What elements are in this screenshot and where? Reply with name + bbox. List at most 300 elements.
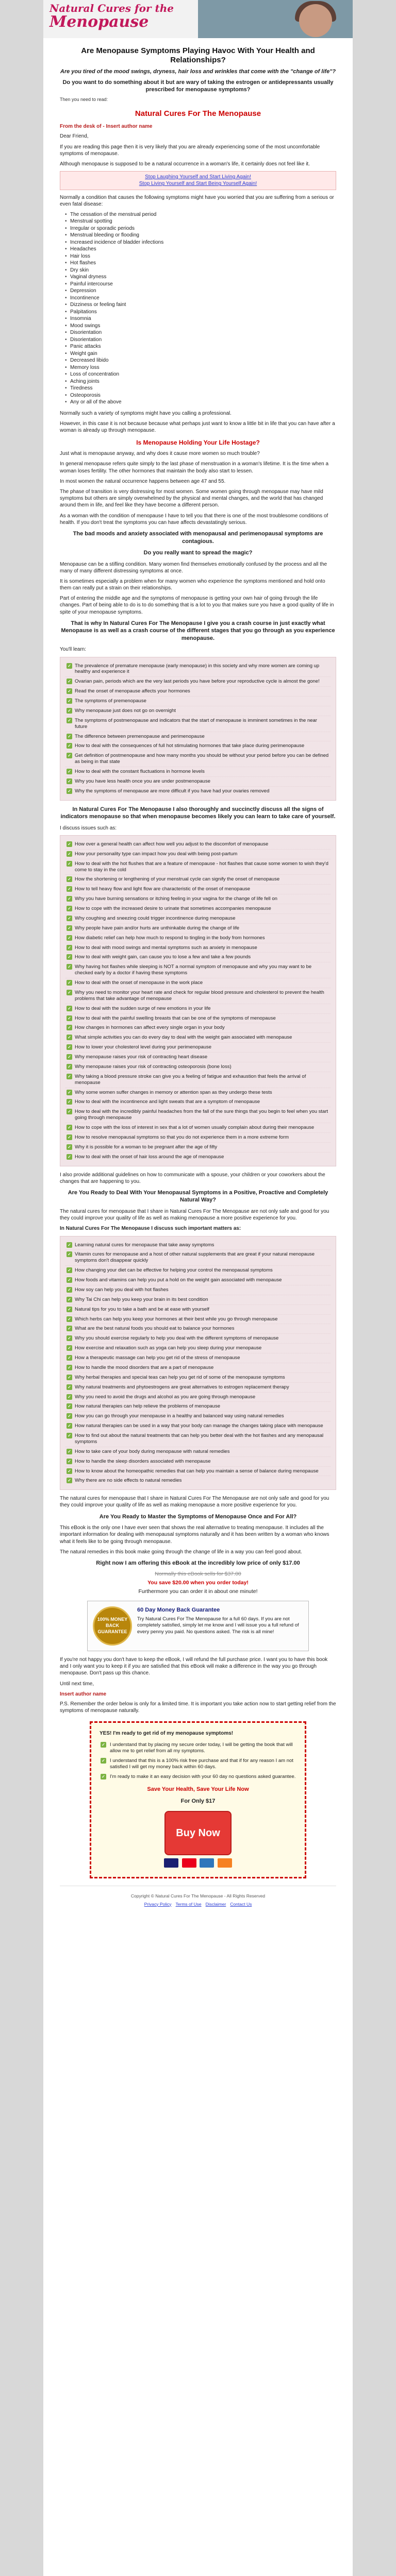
check-icon: ✓ [67,1015,72,1021]
list-item-text: Why coughing and sneezing could trigger incontinence during menopause [75,915,236,921]
list-item-text: How to take care of your body during menopause with natural remedies [75,1448,230,1454]
list-item-text: Why you have less health once you are under postmenopause [75,778,210,784]
list-item [65,1295,331,1305]
list-item-text: How to deal with the incredibly painful headaches from the fall of the sure things that you begin to feel when you start going through menopause [75,1109,328,1121]
list-item-text: How to handle the sleep disorders associated with menopause [75,1458,211,1464]
check-icon: ✓ [67,1433,72,1438]
savings-line [60,1580,336,1587]
check-icon: ✓ [67,1242,72,1248]
list-item [65,1266,331,1276]
list-item-text: Why there are no side effects to natural remedies [75,1478,182,1484]
list-item [65,1043,331,1053]
footer-link[interactable]: Contact Us [230,1901,252,1907]
page-footer [60,1886,336,1910]
symptom-list-item: • Irregular or sporadic periods [64,225,336,232]
footer-copyright: Copyright © Natural Cures For The Menopause - All Rights Reserved [130,1893,266,1899]
check-icon: ✓ [67,1297,72,1302]
list-item-text: Why the symptoms of menopause are more difficult if you have had your ovaries removed [75,788,270,794]
check-icon: ✓ [67,1326,72,1331]
list-item-text: How changes in hormones can affect every single organ in your body [75,1025,225,1031]
list-item-text: How changing your diet can be effective for helping your control the menopausal symptoms [75,1267,273,1274]
list-item-text: How soy can help you deal with hot flashes [75,1286,169,1293]
symptom-list-item: • Any or all of the above [64,399,336,406]
list-item-text: How a therapeutic massage can help you get rid of the stress of menopause [75,1355,240,1361]
offer-heading: Are You Ready to Master the Symptoms of Menopause Once and For All? [99,1513,297,1520]
list-item [65,1421,331,1431]
check-icon: ✓ [67,1365,72,1370]
order-box-row-text: I'm ready to make it an easy decision with your 60 day no questions asked guarantee. [110,1773,296,1780]
section2-heading: Is Menopause Holding Your Life Hostage? [136,439,260,447]
section4-box-heading: In Natural Cures For The Menopause I discuss such important matters as: [60,1226,241,1232]
list-item-text: Why menopause just does not go on overnight [75,707,176,714]
header-photo-face [299,4,332,37]
list-item-text: How to resolve menopausal symptoms so that you do not experience them in a more extreme form [75,1134,289,1140]
symptom-list-item: • Hair loss [64,253,336,260]
check-icon: ✓ [67,1144,72,1150]
order-box-row [100,1740,296,1756]
highlight-link-1[interactable]: Stop Laughing Yourself and Start Living Again! [145,174,251,180]
check-icon: ✓ [67,1090,72,1095]
check-icon: ✓ [67,954,72,960]
section2-paragraph-8: Part of entering the middle age and the symptoms of menopause is getting your own hair of going through the life changes. Part of being able to do is to do something that is a lot to you that makes sure you have a good quality of life in spite of your menopause symptoms. [60,596,334,615]
symptom-list-item: • The cessation of the menstrual period [64,211,336,218]
section2-paragraph-5: As a woman with the condition of menopause I have to tell you that there is one of the most troublesome conditions of health. If you don't treat the symptoms you can have affects devastatingly serious. [60,513,328,526]
list-item [65,662,331,677]
order-price-line: For Only $17 [180,1798,216,1804]
offer-paragraph-1: This eBook is the only one I have ever seen that shows the real alternative to treating menopause. It includes all the important information for dealing with menopausal symptoms naturally and it has been written by a woman who knows what it feels like to be going through menopause. [60,1525,329,1545]
list-item-text: Why menopause raises your risk of contracting osteoporosis (bone loss) [75,1063,232,1070]
list-item [65,1373,331,1383]
symptom-list-item: • Tiredness [64,385,336,392]
list-item-text: Learning natural cures for menopause that take away symptoms [75,1242,214,1248]
check-icon: ✓ [67,1074,72,1079]
symptom-list-item: • Panic attacks [64,343,336,350]
list-item [65,1062,331,1072]
list-item-text: The symptoms of premenopause [75,698,146,704]
list-item-text: Read the onset of menopause affects your hormones [75,688,190,694]
check-icon: ✓ [67,841,72,847]
list-item [65,1153,331,1162]
intro-paragraph-2: Although menopause is supposed to be a natural occurrence in a woman's life, it certainly does not feel like it. [60,161,310,167]
greeting: Dear Friend, [60,133,89,140]
list-item-text: How natural therapies can be used in a way that your body can manage the changes taking place with menopause [75,1423,323,1429]
section2-paragraph-4: The phase of transition is very distressing for most women. Some women going through menopause may have mild symptoms but others are simply overwhelmed by the physical and mental changes, and the world that has changed around them in life, and feel like they have become a different person. [60,489,323,509]
section2-learn-intro: You'll learn: [60,647,87,653]
list-item [65,1467,331,1477]
list-item-text: How over a general health can affect how well you adjust to the discomfort of menopause [75,841,269,847]
list-item-text: Vitamin cures for menopause and a host of other natural supplements that are great if your natural menopause symptoms don't disappear quickly [75,1251,315,1264]
list-item [65,767,331,777]
check-icon: ✓ [67,964,72,970]
order-box-row [100,1772,296,1782]
section3-paragraph-1: I also provide additional guidelines on how to communicate with a spouse, your children or your coworkers about the changes that are happening to you. [60,1172,325,1184]
sales-page [43,0,353,2576]
section2-paragraph-7: It is sometimes especially a problem when for many women who experience the symptoms mentioned and hold onto them can really put a strain on their relationships. [60,578,325,591]
check-icon: ✓ [67,1403,72,1409]
list-item-text: Why taking a blood pressure stroke can give you a feeling of fatigue and exhaustion that feels the arrival of menopause [75,1073,306,1086]
check-icon: ✓ [67,980,72,986]
list-item-text: Why Tai Chi can help you keep your brain in its best condition [75,1296,208,1302]
highlight-link-2[interactable]: Stop Living Yourself and Start Being Yourself Again! [139,181,257,187]
check-icon: ✓ [67,1035,72,1040]
check-icon: ✓ [67,861,72,867]
check-icon: ✓ [67,1287,72,1293]
symptom-list-item: • Incontinence [64,295,336,302]
list-item-text: How natural therapies can help relieve the problems of menopause [75,1403,220,1410]
list-item-text: Why natural treatments and phytoestrogens are great alternatives to estrogen replacement therapy [75,1384,289,1390]
check-icon: ✓ [67,778,72,784]
check-icon: ✓ [67,718,72,723]
section2-paragraph-3: In most women the natural occurrence happens between age 47 and 55. [60,478,226,484]
guarantee-title: 60 Day Money Back Guarantee [137,1607,220,1613]
list-item [65,1447,331,1457]
list-item-text: The difference between premenopause and perimenopause [75,733,205,739]
check-icon: ✓ [67,1154,72,1160]
footer-link[interactable]: Privacy Policy [144,1901,172,1907]
check-icon: ✓ [67,708,72,714]
section4-paragraph-1: The natural cures for menopause that I share in Natural Cures For The Menopause are not only safe and good for you they could improve your quality of life as well as making menopause a more positive experience for you. [60,1208,329,1222]
guarantee-text: Try Natural Cures For The Menopause for a full 60 days. If you are not completely satisfied, simply let me know and I will issue you a full refund of every penny you paid. No questions asked. The risk is all mine! [137,1616,299,1635]
check-icon: ✓ [67,1394,72,1400]
list-item [65,1053,331,1062]
product-title: Natural Cures For The Menopause [135,109,261,118]
symptom-list-item: • Painful intercourse [64,281,336,288]
symptom-list-item: • Memory loss [64,364,336,371]
postscript: P.S. Remember the order below is only for a limited time. It is important you take action now to start getting relief from the symptoms of menopause naturally. [60,1701,336,1714]
check-icon: ✓ [67,1267,72,1273]
list-item [65,687,331,697]
check-icon: ✓ [67,1134,72,1140]
list-item [65,1402,331,1412]
list-item [65,716,331,732]
normal-price-text: Normally this eBook sells for $37.00 [155,1571,241,1578]
check-icon: ✓ [67,788,72,794]
lead-question-1: Are you tired of the mood swings, dryness, hair loss and wrinkles that come with the "change of life"? [60,69,336,75]
order-box [90,1721,306,1878]
list-item-text: How to tell heavy flow and light flow are characteristic of the onset of menopause [75,886,251,892]
footer-link[interactable]: Disclaimer [205,1901,226,1907]
check-icon: ✓ [101,1742,106,1748]
check-icon: ✓ [67,906,72,911]
check-icon: ✓ [67,876,72,882]
list-item-text: The symptoms of postmenopause and indicators that the start of menopause is imminent sometimes in the near future [75,717,317,730]
check-icon: ✓ [67,851,72,857]
symptom-list-item: • Menstrual spotting [64,218,336,225]
symptom-list-item: • Decreased libido [64,357,336,364]
list-item [65,859,331,875]
check-icon: ✓ [101,1774,106,1780]
check-icon: ✓ [67,1449,72,1454]
list-item [65,1023,331,1033]
list-item-text: How to handle the mood disorders that are a part of menopause [75,1364,214,1370]
list-item [65,677,331,687]
list-item-text: How to cope with the increased desire to urinate that sometimes accompanies menopause [75,906,271,912]
list-item [65,1014,331,1024]
visa-card-icon [164,1858,178,1868]
order-box-row [100,1756,296,1772]
section3-discover-intro: I discuss issues such as: [60,825,117,831]
section2-subheading-2: Do you really want to spread the magic? [143,550,253,556]
list-item-text: How your personality type can impact how you deal with being post-partum [75,851,238,857]
check-icon: ✓ [67,698,72,704]
buy-now-button[interactable]: Buy Now [164,1811,232,1855]
list-item [65,904,331,914]
section2-paragraph-1: Just what is menopause anyway, and why does it cause more women so much trouble? [60,451,260,457]
list-item [65,1097,331,1107]
list-item [65,1363,331,1373]
list-item-text: The prevalence of premature menopause (early menopause) in this society and why more women are coming up healthy and experience it [75,663,320,675]
check-icon: ✓ [67,1375,72,1380]
site-title [50,3,174,30]
offer-paragraph-2: The natural remedies in this book make going through the change of life in a way you can feel good about. [60,1549,302,1555]
list-item-text: Why herbal therapies and special teas can help you get rid of some of the menopause symptoms [75,1374,285,1380]
list-item-text: How to deal with weight gain, can cause you to lose a few and take a few pounds [75,954,251,960]
list-item-text: How to know about the homeopathic remedies that can help you maintain a sense of balance during menopause [75,1468,319,1474]
symptom-list-item: • Osteoporosis [64,392,336,399]
savings-text: You save $20.00 when you order today! [147,1580,249,1586]
section2-paragraph-2: In general menopause refers quite simply to the last phase of menstruation in a woman's lifetime. It is the time when a woman loses fertility. The other hormones that maintain the body also start to lessen. [60,461,329,474]
check-icon: ✓ [67,945,72,951]
footer-links [60,1902,336,1907]
list-item [65,1143,331,1153]
list-item [65,1344,331,1353]
symptom-list-item: • Weight gain [64,350,336,358]
guarantee-seal-icon: 100% MONEY BACK GUARANTEE [93,1606,132,1646]
list-item [65,706,331,716]
section2-box-heading: That is why In Natural Cures For The Menopause I give you a crash course in just exactly what Menopause is as well as a crash course of the different stages that you go through as you experience menopause. [61,620,335,641]
intro-paragraph-1: If you are reading this page then it is very likely that you are already experiencing some of the most uncomfortable symptoms of menopause. [60,144,320,157]
list-item [65,962,331,978]
list-item [65,1315,331,1325]
check-icon: ✓ [67,1459,72,1464]
check-icon: ✓ [67,990,72,995]
list-item-text: Why some women suffer changes in memory or attention span as they undergo these tests [75,1089,272,1095]
check-icon: ✓ [67,1478,72,1483]
section2-paragraph-6: Menopause can be a stifling condition. Many women find themselves emotionally confused by the process and all the many of many different distressing symptoms at once. [60,561,327,574]
list-item [65,914,331,924]
list-item [65,1431,331,1447]
check-icon: ✓ [67,679,72,684]
list-item-text: How to deal with the sudden surge of new emotions in your life [75,1005,211,1011]
amex-card-icon [200,1858,214,1868]
list-item [65,943,331,953]
symptom-list-item: • Depression [64,287,336,295]
check-icon: ✓ [67,688,72,694]
highlight-link-box [60,171,336,190]
discover-card-icon [218,1858,232,1868]
symptom-list-item: • Dry skin [64,267,336,274]
list-item-text: How exercise and relaxation such as yoga can help you sleep during your menopause [75,1345,262,1351]
symptom-list-item: • Dizziness or feeling faint [64,301,336,309]
list-item-text: How to deal with the consequences of full hot stimulating hormones that take place during perimenopause [75,743,305,749]
order-box-row-text: I understand that by placing my secure order today, I will be getting the book that will allow me to get relief from all my symptoms. [110,1741,293,1754]
order-note: Furthermore you can order it in about one minute! [138,1588,258,1595]
check-icon: ✓ [67,1025,72,1030]
check-icon: ✓ [67,1468,72,1474]
list-item [65,875,331,885]
check-icon: ✓ [67,1099,72,1105]
list-item [65,1123,331,1133]
list-item-text: Why you need to avoid the drugs and alcohol as you are going through menopause [75,1394,256,1400]
footer-link[interactable]: Terms of Use [175,1901,202,1907]
intro-paragraph-5: However, in this case it is not because because what perhaps just want to know a little bit in life that you can have after a woman is already up through menopause. [60,421,335,434]
closing-line: Until next time, [60,1681,94,1687]
list-item [65,1107,331,1123]
check-icon: ✓ [67,663,72,669]
check-icon: ✓ [67,925,72,931]
list-item-text: How to deal with the constant fluctuations in hormone levels [75,769,205,775]
symptom-list-item: • Aching joints [64,378,336,385]
check-icon: ✓ [67,753,72,758]
check-icon: ✓ [67,1413,72,1419]
list-item [65,1457,331,1467]
list-item-text: How foods and vitamins can help you put a hold on the weight gain associated with menopause [75,1277,282,1283]
check-icon: ✓ [67,1423,72,1429]
guarantee-text-block [137,1606,303,1646]
list-item [65,1072,331,1088]
list-item [65,1285,331,1295]
list-item [65,840,331,850]
intro-paragraph-4: Normally such a variety of symptoms might have you calling a professional. [60,410,232,416]
check-icon: ✓ [67,1054,72,1060]
list-item [65,850,331,859]
check-icon: ✓ [67,916,72,921]
order-box-row-text: I understand that this is a 100% risk free purchase and that if for any reason I am not satisfied I will get my money back within 60 days. [110,1757,293,1770]
symptom-list [64,211,336,406]
check-icon: ✓ [67,1251,72,1257]
author-signature: Insert author name [60,1691,107,1697]
symptom-list-item: • Palpitations [64,309,336,316]
list-item [65,1033,331,1043]
list-item [65,924,331,934]
list-item [65,1383,331,1393]
list-item [65,885,331,894]
list-item [65,1393,331,1402]
site-title-line1: Natural Cures for the [50,2,174,14]
list-item-text: Why you need to monitor your heart rate and check for regular blood pressure and cholesterol to prevent the health problems that take advantage of menopause [75,989,324,1002]
list-item-text: Why it is possible for a woman to be pregnant after the age of fifty [75,1144,218,1150]
read-intro: Then you need to read: [60,96,108,102]
lead-question-2: Do you want to do something about it but are wary of taking the estrogen or antidepressants usually prescribed for menopause symptoms? [62,79,334,93]
list-item [65,953,331,962]
symptom-list-item: • Loss of concentration [64,371,336,378]
check-icon: ✓ [67,935,72,941]
list-item-text: Why you should exercise regularly to help you deal with the different symptoms of menopause [75,1335,279,1342]
header-photo-image [198,0,353,38]
section4-paragraph-2: The natural cures for menopause that I share in Natural Cures For The Menopause are not only safe and good for you they could improve your quality of life as well as making menopause a more positive experience for you. [60,1496,329,1509]
list-item [65,741,331,751]
list-item [65,1334,331,1344]
from-line: From the desk of - Insert author name [60,124,153,130]
main-content [43,38,353,1926]
check-icon: ✓ [67,1335,72,1341]
check-icon: ✓ [101,1758,106,1764]
list-item [65,787,331,796]
list-item [65,1133,331,1143]
check-icon: ✓ [67,1044,72,1050]
list-item [65,1250,331,1266]
discover-list-box [60,835,336,1166]
list-item-text: Get definition of postmenopause and how many months you should be without your period before you can be defined as being in that state [75,753,329,765]
list-item-text: What are the best natural foods you should eat to balance your hormones [75,1326,235,1332]
page-header [43,0,353,38]
symptom-list-item: • Menstrual bleeding or flooding [64,232,336,239]
learn-list-box [60,657,336,801]
check-icon: ✓ [67,886,72,892]
order-save-line: Save Your Health, Save Your Life Now [147,1786,249,1793]
check-icon: ✓ [67,1384,72,1390]
list-item-text: How to deal with the incontinence and light sweats that are a symptom of menopause [75,1099,260,1105]
intro-paragraph-3: Normally a condition that causes the following symptoms might have you worried that you are suffering from a serious or even fatal disease: [60,194,334,207]
list-item [65,1004,331,1014]
list-item [65,894,331,904]
list-item [65,732,331,742]
list-item [65,751,331,767]
check-icon: ✓ [67,1316,72,1322]
list-item-text: Why people have pain and/or hurts are unthinkable during the change of life [75,925,239,931]
order-box-intro: YES! I'm ready to get rid of my menopause symptoms! [100,1731,234,1737]
list-item-text: How you can go through your menopause in a healthy and balanced way using natural remedies [75,1413,284,1419]
symptom-list-item: • Disorientation [64,336,336,344]
section4-heading: Are You Ready to Deal With Your Menopausal Symptoms in a Positive, Proactive and Completely Natural Way? [68,1189,328,1204]
main-headline: Are Menopause Symptoms Playing Havoc With Your Health and Relationships? [81,46,315,64]
check-icon: ✓ [67,1355,72,1361]
symptom-list-item: • Mood swings [64,323,336,330]
check-icon: ✓ [67,769,72,774]
check-icon: ✓ [67,1006,72,1011]
check-icon: ✓ [67,1345,72,1351]
symptom-list-item: • Insomnia [64,315,336,323]
list-item [65,1324,331,1334]
symptom-list-item: • Vaginal dryness [64,274,336,281]
natural-cures-list-box [60,1236,336,1490]
symptom-list-item: • Headaches [64,246,336,253]
list-item [65,988,331,1004]
symptom-list-item: • Disorientation [64,329,336,336]
list-item-text: Why you have burning sensations or itching feeling in your vagina for the change of life fell on [75,896,277,902]
list-item-text: How to lower your cholesterol level during your perimenopause [75,1044,212,1050]
check-icon: ✓ [67,734,72,739]
list-item-text: What simple activities you can do every day to deal with the weight gain associated with menopause [75,1035,292,1041]
check-icon: ✓ [67,743,72,749]
list-item [65,1276,331,1285]
list-item [65,697,331,706]
list-item [65,1412,331,1421]
list-item [65,978,331,988]
order-box-rows [100,1740,296,1782]
symptom-list-item: • Increased incidence of bladder infections [64,239,336,246]
mastercard-icon [182,1858,196,1868]
list-item-text: How diabetic relief can help how much to respond to tingling in the body from hormones [75,935,265,941]
list-item-text: How to find out about the natural treatments that can help you better deal with the hot flashes and any menopausal symptoms [75,1433,324,1445]
offer-highlight: Right now I am offering this eBook at the incredibly low price of only $17.00 [96,1560,300,1566]
list-item [65,1241,331,1250]
list-item-text: Why having hot flashes while sleeping is NOT a normal symptom of menopause and why you may want to be checked early by a doctor if having these symptoms [75,964,312,976]
check-icon: ✓ [67,1109,72,1114]
list-item-text: How to deal with the hot flushes that are a feature of menopause - hot flashes that cause some women to wish they'd come to stay in the cold [75,860,328,873]
list-item [65,1353,331,1363]
list-item [65,1088,331,1098]
list-item [65,777,331,787]
list-item-text: Why menopause raises your risk of contracting heart disease [75,1054,208,1060]
list-item-text: How to deal with the onset of hair loss around the age of menopause [75,1154,224,1160]
payment-cards [100,1858,296,1870]
section2-subheading-1: The bad moods and anxiety associated with menopausal and perimenopausal symptoms are contagious. [73,530,323,545]
section3-box-heading: In Natural Cures For The Menopause I also thoroughly and succinctly discuss all the signs of indicators menopause so that when menopause becomes likely you can learn to take care of yourself. [60,806,336,820]
symptom-list-item: • Hot flashes [64,260,336,267]
normal-price [60,1571,336,1578]
list-item-text: How to cope with the loss of interest in sex that a lot of women usually complain about during their menopause [75,1125,315,1131]
